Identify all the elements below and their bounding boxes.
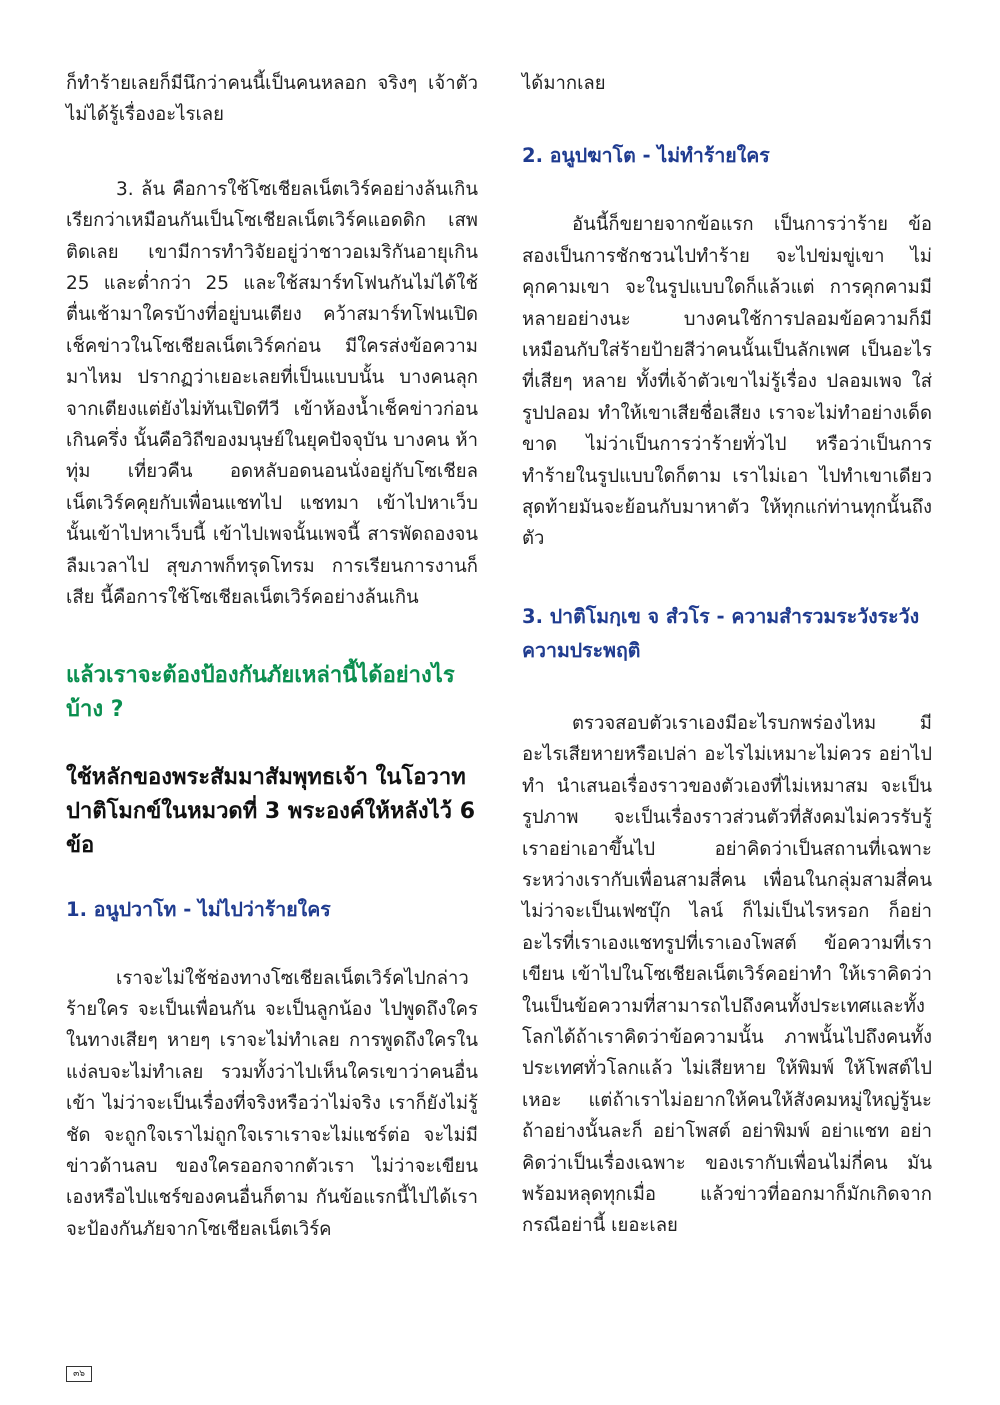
section-heading-prevention: แล้วเราจะต้องป้องกันภัยเหล่านี้ได้อย่างไรบ้าง ? — [66, 662, 455, 722]
paragraph-rule-1: เราจะไม่ใช้ช่องทางโซเชียลเน็ตเวิร์คไปกล่าวร้ายใคร จะเป็นเพื่อนกัน จะเป็นลูกน้อง ไปพูดถึงใครในทางเสียๆ หายๆ เราจะไม่ทำเลย การพูดถึงใครในแง่ลบจะไม่ทำเลย รวมทั้งว่าไปเห็นใครเขาว่าคนอื่นเข้า ไม่ว่าจะเป็นเรื่องที่จริงหรือว่าไม่จริง เราก็ยังไม่รู้ชัด จะถูกใจเราไม่ถูกใจเราเราจะไม่แชร์ต่อ จะไม่มีข่าวด้านลบ ของใครออกจากตัวเรา ไม่ว่าจะเขียนเองหรือไปแชร์ของคนอื่นก็ตาม กันข้อแรกนี้ไปได้เราจะป้องกันภัยจากโซเชียลเน็ตเวิร์ค — [66, 967, 478, 1240]
paragraph-rule-3: ตรวจสอบตัวเราเองมีอะไรบกพร่องไหม มีอะไรเสียหายหรือเปล่า อะไรไม่เหมาะไม่ควร อย่าไปทำ นำเสนอเรื่องราวของตัวเองที่ไม่เหมาสม จะเป็นรูปภาพ จะเป็นเรื่องราวส่วนตัวที่สังคมไม่ควรรับรู้ เราอย่าเอาขึ้นไป อย่าคิดว่าเป็นสถานที่เฉพาะระหว่างเรากับเพื่อนสามสี่คน เพื่อนในกลุ่มสามสี่คน ไม่ว่าจะเป็นเฟซบุ๊ก ไลน์ ก็ไม่เป็นไรหรอก ก็อย่าอะไรที่เราเองแชทรูปที่เราเองโพสต์ ข้อความที่เราเขียน เข้าไปในโซเชียลเน็ตเวิร์คอย่าทำ ให้เราคิดว่าในเป็นข้อความที่สามารถไปถึงคนทั้งประเทศและทั้งโลกได้ถ้าเราคิดว่าข้อความนั้น ภาพนั้นไปถึงคนทั้งประเทศทั่วโลกแล้ว ไม่เสียหาย ให้พิมพ์ ให้โพสต์ไปเหอะ แต่ถ้าเราไม่อยากให้คนให้สังคมหมู่ใหญ่รู้นะ ถ้าอย่างนั้นละก็ อย่าโพสต์ อย่าพิมพ์ อย่าแชท อย่าคิดว่าเป็นเรื่องเฉพาะ ของเรากับเพื่อนไม่กี่คน มันพร้อมหลุดทุกเมื่อ แล้วข่าวที่ออกมาก็มักเกิดจากกรณีอย่านี้ เยอะเลย — [522, 712, 932, 1237]
paragraph-continuation-right: ได้มากเลย — [522, 73, 606, 94]
paragraph-continuation: ก็ทำร้ายเลยก็มีนึกว่าคนนี้เป็นคนหลอก จริงๆ เจ้าตัวไม่ได้รู้เรื่องอะไรเลย — [66, 73, 478, 126]
paragraph-rule-2: อันนี้ก็ขยายจากข้อแรก เป็นการว่าร้าย ข้อสองเป็นการชักชวนไปทำร้าย จะไปข่มขู่เขา ไม่คุกคามเขา จะในรูปแบบใดก็แล้วแต่ การคุกคามมีหลายอย่างนะ บางคนใช้การปลอมข้อความก็มีเหมือนกับใส่ร้ายป้ายสีว่าคนนั้นเป็นลักเพศ เป็นอะไรที่เสียๆ หลาย ทั้งที่เจ้าตัวเขาไม่รู้เรื่อง ปลอมเพจ ใส่รูปปลอม ทำให้เขาเสียชื่อเสียง เราจะไม่ทำอย่างเด็ดขาด ไม่ว่าเป็นการว่าร้ายทั่วไป หรือว่าเป็นการทำร้ายในรูปแบบใดก็ตาม เราไม่เอา ไปทำเขาเดียวสุดท้ายมันจะย้อนกับมาหาตัว ให้ทุกแก่ท่านทุกนั้นถึงตัว — [522, 214, 932, 550]
page-number: ๓๖ — [66, 1366, 92, 1382]
left-column — [66, 68, 478, 1245]
subheading-rule-3: 3. ปาติโมกฺเข จ สํวโร - ความสำรวมระวังระวังความประพฤติ — [522, 604, 920, 662]
right-column — [522, 68, 932, 1242]
paragraph-overuse: 3. ล้น คือการใช้โซเชียลเน็ตเวิร์คอย่างล้นเกิน เรียกว่าเหมือนกันเป็นโซเชียลเน็ตเวิร์คแอดดิก เสพติดเลย เขามีการทำวิจัยอยู่ว่าชาวอเมริกันอายุเกิน 25 และต่ำกว่า 25 และใช้สมาร์ทโฟนกันไม่ได้ใช้ ตื่นเช้ามาใครบ้างที่อยู่บนเตียง คว้าสมาร์ทโฟนเปิดเช็คข่าวในโซเชียลเน็ตเวิร์คก่อน มีใครส่งข้อความมาไหม ปรากฏว่าเยอะเลยที่เป็นแบบนั้น บางคนลุกจากเตียงแต่ยังไม่ทันเปิดทีวี เข้าห้องน้ำเช็คข่าวก่อน เกินครึ่ง นั้นคือวิถีของมนุษย์ในยุคปัจจุบัน บางคน ห้าทุ่ม เที่ยวคืน อดหลับอดนอนนั่งอยู่กับโซเชียลเน็ตเวิร์คคุยกับเพื่อนแชทไป แชทมา เข้าไปหาเว็บนั้นเข้าไปหาเว็บนี้ เข้าไปเพจนั้นเพจนี้ สารพัดถองจนลืมเวลาไป สุขภาพก็ทรุดโทรม การเรียนการงานก็เสีย นี้คือการใช้โซเชียลเน็ตเวิร์คอย่างล้นเกิน — [66, 178, 478, 609]
subheading-rule-2: 2. อนูปฆาโต - ไม่ทำร้ายใคร — [522, 144, 770, 168]
subheading-rule-1: 1. อนูปวาโท - ไม่ไปว่าร้ายใคร — [66, 897, 331, 921]
rule-introduction: ใช้หลักของพระสัมมาสัมพุทธเจ้า ในโอวาทปาติโมกข์ในหมวดที่ 3 พระองค์ให้หลังไว้ 6 ข้อ — [66, 764, 475, 858]
